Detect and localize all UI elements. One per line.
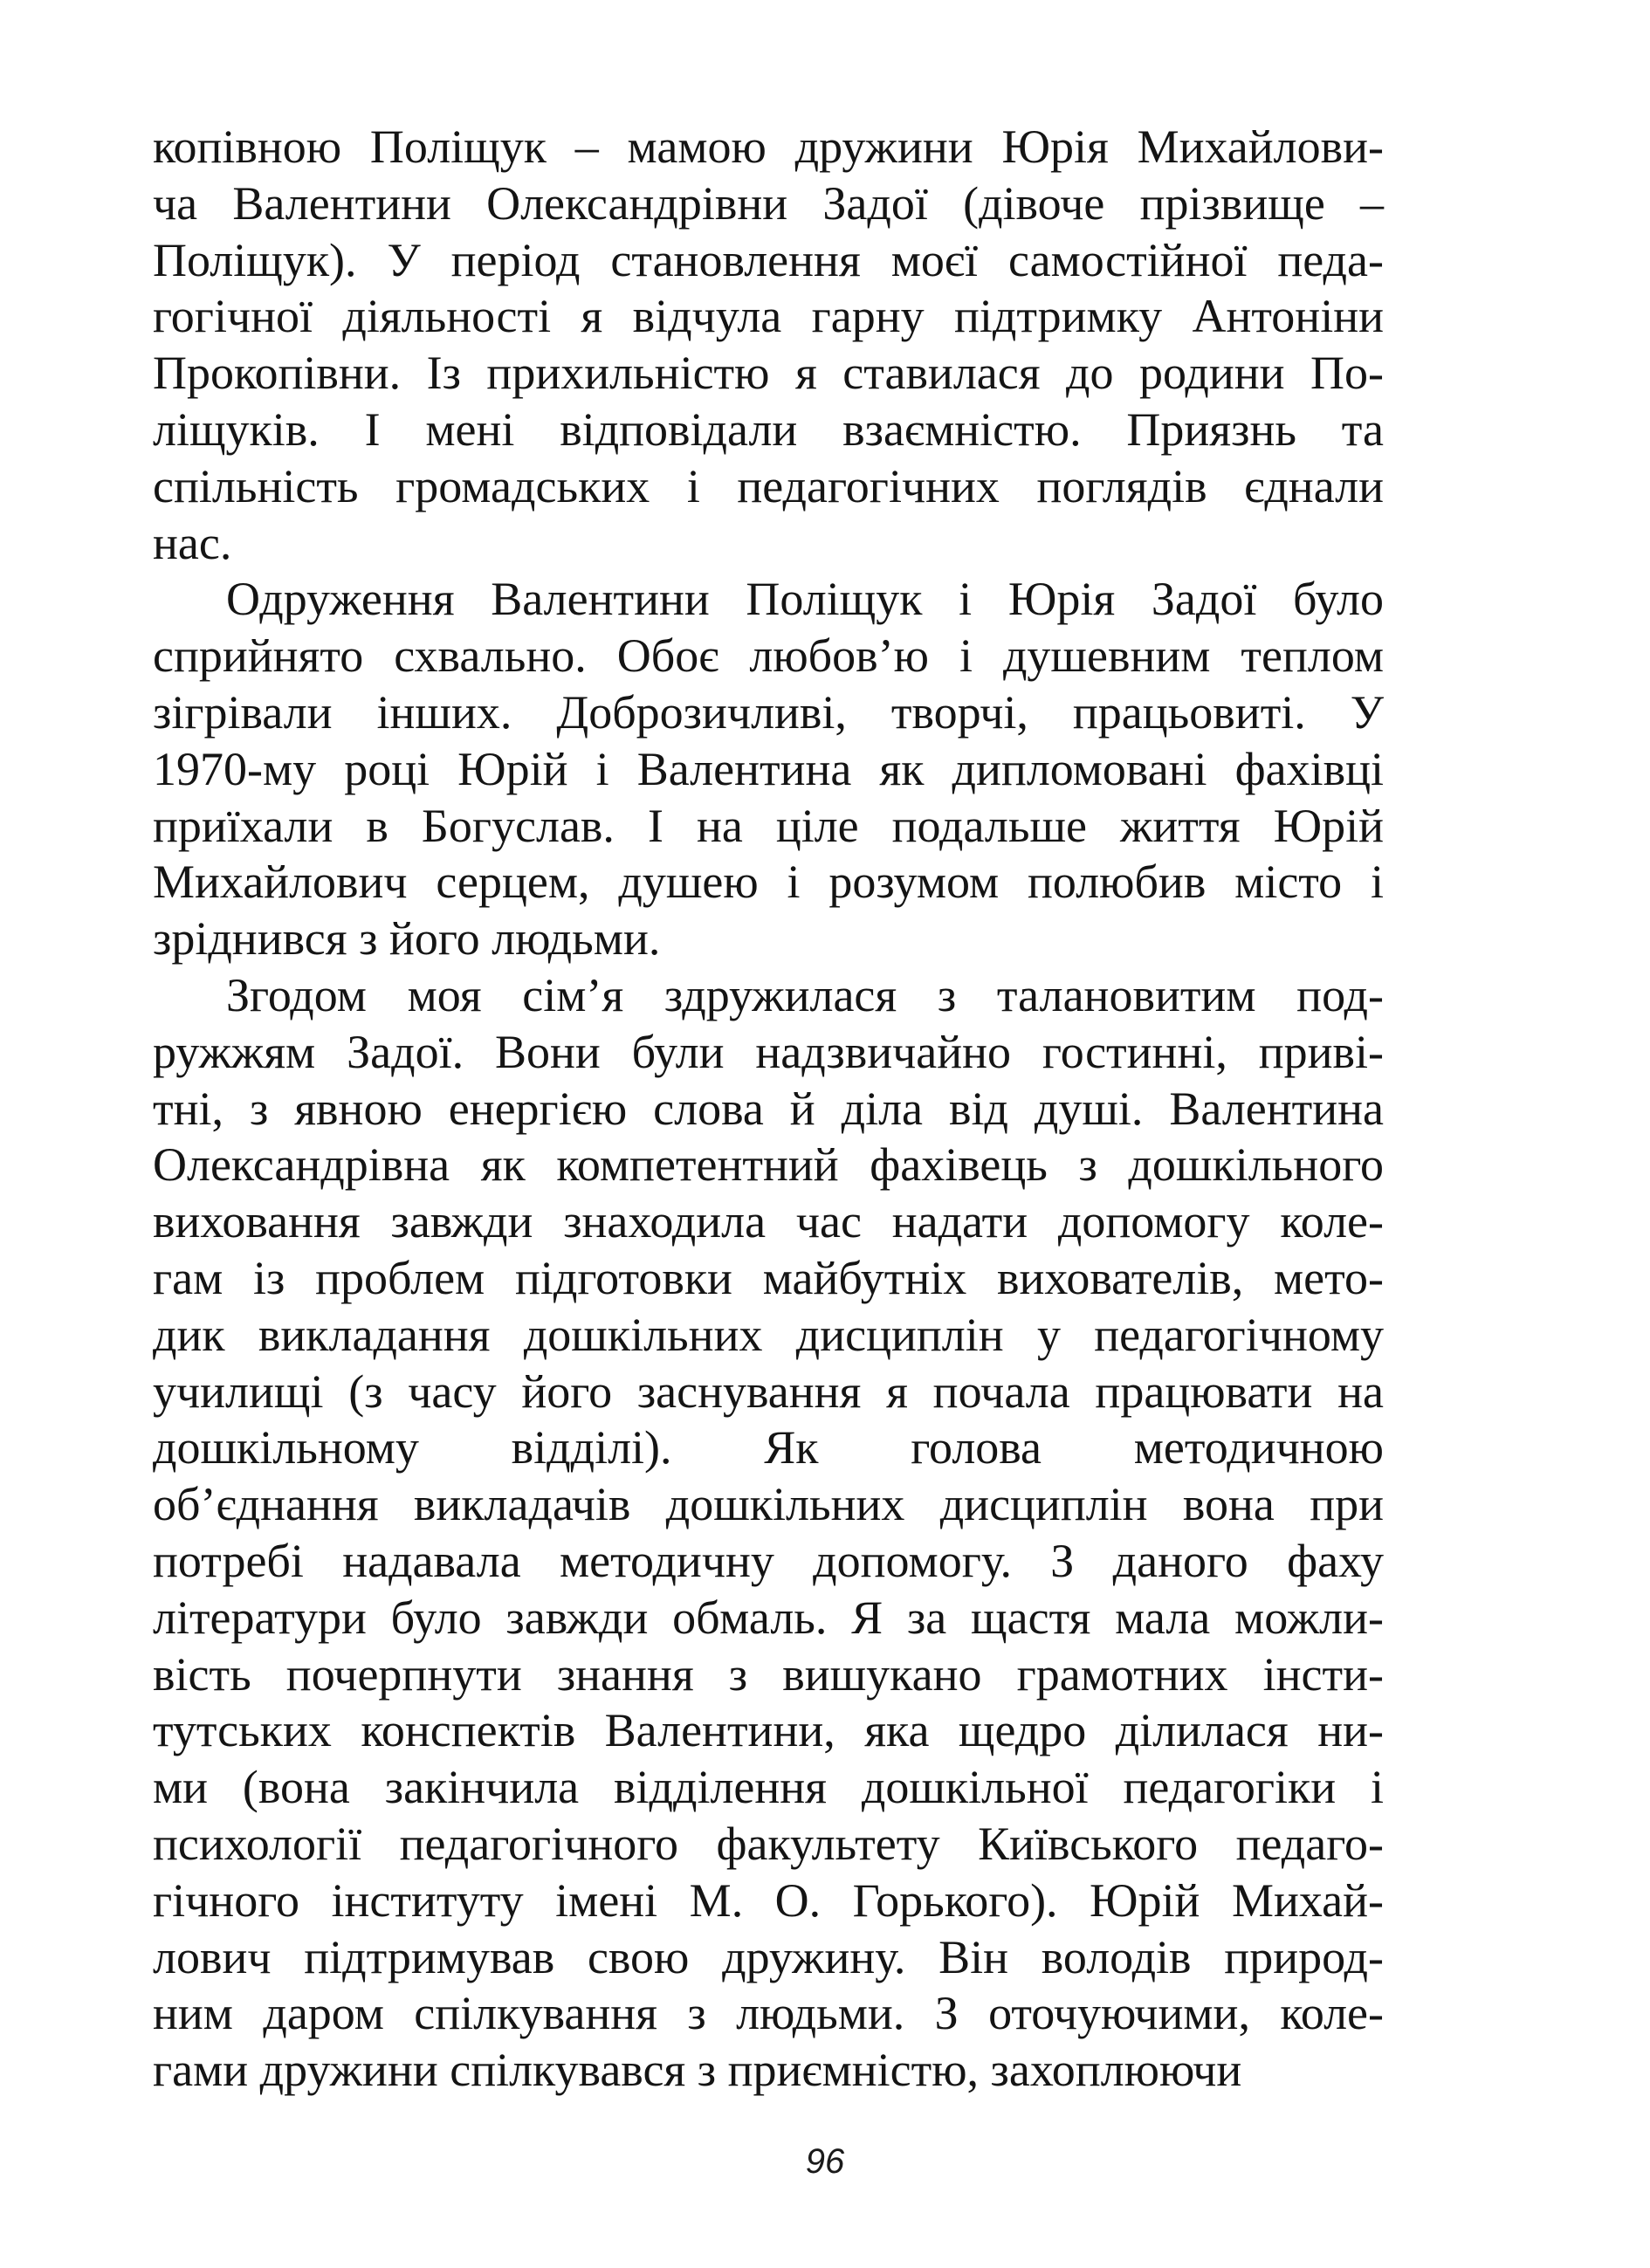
text-line: тні, з явною енергією слова й діла від душі. Валентина <box>153 1082 1384 1135</box>
text-line: училищі (з часу його заснування я почала працювати на <box>153 1364 1384 1418</box>
text-line: Згодом моя сім’я здружилася з талановитим под- <box>226 968 1384 1021</box>
text-line: ча Валентини Олександрівни Задої (дівоче прізвище – <box>153 176 1384 230</box>
text-line: Одруження Валентини Поліщук і Юрія Задої було <box>226 573 1384 626</box>
text-line: дик викладання дошкільних дисциплін у педагогічному <box>153 1308 1384 1361</box>
text-line: об’єднання викладачів дошкільних дисциплін вона при <box>153 1478 1384 1531</box>
text-line: сприйнято схвально. Обоє любов’ю і душевним теплом <box>153 629 1384 683</box>
text-line: зріднився з його людьми. <box>153 912 661 966</box>
text-line: нас. <box>153 516 232 569</box>
text-line: лович підтримував свою дружину. Він володів природ- <box>153 1930 1384 1983</box>
text-line: Олександрівна як компетентний фахівець з дошкільного <box>153 1138 1384 1192</box>
text-line: вість почерпнути знання з вишукано грамотних інсти- <box>153 1647 1384 1701</box>
text-line: приїхали в Богуслав. І на ціле подальше життя Юрій <box>153 799 1384 852</box>
text-line: гогічної діяльності я відчула гарну підтримку Антоніни <box>153 290 1384 343</box>
text-line: ми (вона закінчила відділення дошкільної педагогіки і <box>153 1761 1384 1814</box>
text-line: літератури було завжди обмаль. Я за щастя мала можли- <box>153 1591 1384 1644</box>
paragraph <box>153 967 1384 2099</box>
text-line: виховання завжди знаходила час надати допомогу коле- <box>153 1195 1384 1248</box>
text-line: тутських конспектів Валентини, яка щедро ділилася ни- <box>153 1704 1384 1757</box>
text-line: зігрівали інших. Доброзичливі, творчі, працьовиті. У <box>153 685 1384 739</box>
body-text <box>153 119 1384 2099</box>
paragraph <box>153 571 1384 967</box>
text-line: гічного інституту імені М. О. Горького). Юрій Михай- <box>153 1873 1384 1927</box>
text-line: потребі надавала методичну допомогу. З даного фаху <box>153 1534 1384 1587</box>
text-line: Поліщук). У період становлення моєї самостійної педа- <box>153 233 1384 286</box>
text-line: спільність громадських і педагогічних поглядів єднали <box>153 459 1384 512</box>
page-number: 96 <box>805 2142 845 2181</box>
text-line: ружжям Задої. Вони були надзвичайно гостинні, приві- <box>153 1025 1384 1078</box>
text-line: копівною Поліщук – мамою дружини Юрія Михайлови- <box>153 120 1384 173</box>
text-line: Михайлович серцем, душею і розумом полюбив місто і <box>153 856 1384 909</box>
paragraph <box>153 119 1384 571</box>
text-line: дошкільному відділі). Як голова методичною <box>153 1421 1384 1474</box>
text-line: гам із проблем підготовки майбутніх вихователів, мето- <box>153 1251 1384 1304</box>
text-line: 1970-му році Юрій і Валентина як дипломовані фахівці <box>153 742 1384 795</box>
text-line: ліщуків. І мені відповідали взаємністю. Приязнь та <box>153 402 1384 456</box>
text-line: ним даром спілкування з людьми. З оточуючими, коле- <box>153 1987 1384 2040</box>
text-line: психології педагогічного факультету Київського педаго- <box>153 1817 1384 1870</box>
text-line: гами дружини спілкувався з приємністю, захоплюючи <box>153 2044 1242 2097</box>
text-line: Прокопівни. Із прихильністю я ставилася до родини По- <box>153 347 1384 400</box>
